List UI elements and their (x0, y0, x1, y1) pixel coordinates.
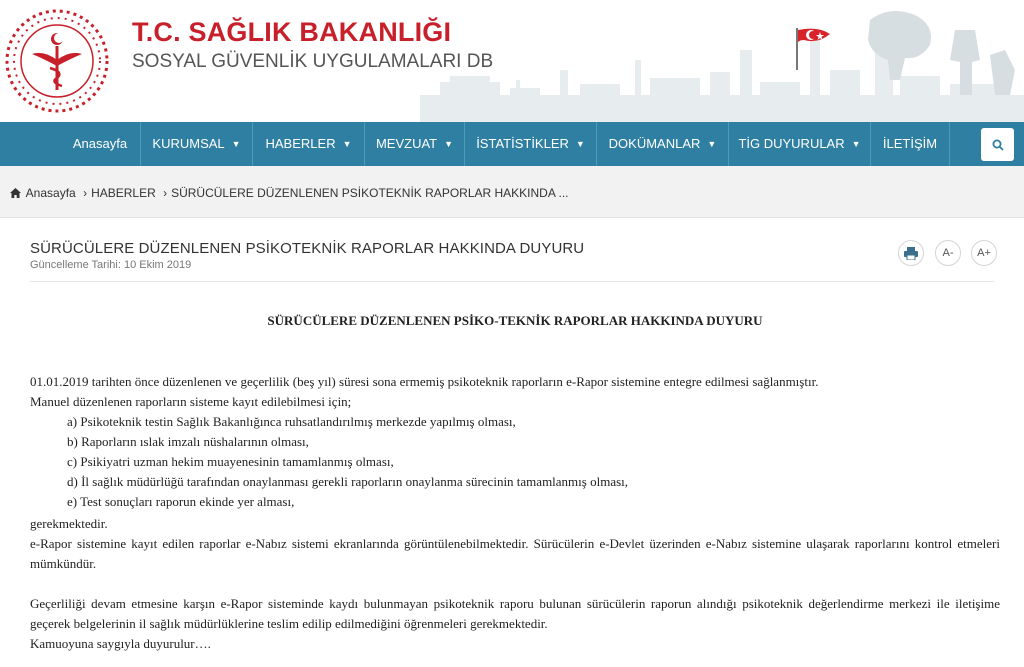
breadcrumb-current: SÜRÜCÜLERE DÜZENLENEN PSİKOTEKNİK RAPORLAR HAKKINDA ... (171, 186, 569, 200)
caret-down-icon: ▼ (707, 139, 717, 149)
print-icon (904, 247, 918, 260)
nav-item-label: HABERLER (265, 136, 336, 151)
paragraph: e-Rapor sistemine kayıt edilen raporlar e-Nabız sistemi ekranlarında görüntülenebilmektedir. Sürücülerin e-Devlet üzerinden e-Nabız sistemine ulaşarak raporlarını kontrol etmeleri mümkündür. (30, 536, 1000, 571)
site-header (0, 0, 1024, 122)
nav-item-haberler[interactable] (252, 122, 364, 166)
city-skyline-illustration (420, 0, 1024, 122)
list-item: e) Test sonuçları raporun ekinde yer alması, (67, 494, 295, 509)
paragraph: 01.01.2019 tarihten önce düzenlenen ve geçerlilik (beş yıl) süresi sona ermemiş psikoteknik raporların e-Rapor sistemine entegre edilmesi sağlanmıştır. (30, 374, 819, 389)
list-item: b) Raporların ıslak imzalı nüshalarının olması, (67, 434, 309, 449)
paragraph: Manuel düzenlenen raporların sisteme kayıt edilebilmesi için; (30, 394, 352, 409)
divider (30, 281, 994, 282)
nav-item-istatistikler[interactable] (464, 122, 596, 166)
nav-item-label: KURUMSAL (152, 136, 225, 151)
site-title: T.C. SAĞLIK BAKANLIĞI (132, 17, 452, 47)
nav-item-label: MEVZUAT (375, 136, 438, 151)
update-date: Güncelleme Tarihi: 10 Ekim 2019 (30, 259, 192, 271)
print-button[interactable] (898, 240, 924, 266)
page-title: SÜRÜCÜLERE DÜZENLENEN PSİKOTEKNİK RAPORLAR HAKKINDA DUYURU (30, 240, 585, 257)
search-icon (992, 139, 1004, 151)
nav-item-mevzuat[interactable] (364, 122, 464, 166)
list-item: a) Psikoteknik testin Sağlık Bakanlığınca ruhsatlandırılmış merkezde yapılmış olması, (67, 414, 516, 429)
caret-down-icon: ▼ (575, 139, 585, 149)
paragraph: gerekmektedir. (30, 516, 108, 531)
nav-item-tig-duyurular[interactable] (728, 122, 870, 166)
font-decrease-button[interactable]: A- (935, 240, 961, 266)
nav-item-kurumsal[interactable] (140, 122, 252, 166)
paragraph: Kamuoyuna saygıyla duyurulur…. (30, 636, 211, 651)
list-item: c) Psikiyatri uzman hekim muayenesinin tamamlanmış olması, (67, 454, 394, 469)
caret-down-icon: ▼ (342, 139, 352, 149)
main-nav (0, 122, 1024, 166)
home-icon (10, 188, 21, 198)
chevron-right-icon: › (83, 186, 88, 200)
breadcrumb-home[interactable]: Anasayfa (25, 186, 76, 200)
nav-item-home[interactable] (60, 122, 140, 166)
caret-down-icon: ▼ (444, 139, 454, 149)
caret-down-icon: ▼ (231, 139, 241, 149)
nav-item-label: Anasayfa (72, 136, 128, 151)
nav-item-label: İLETİŞİM (882, 136, 938, 151)
paragraph: Geçerliliği devam etmesine karşın e-Rapor sisteminde kaydı bulunmayan psikoteknik raporu bulunan sürücülerin raporun alındığı psikoteknik değerlendirme merkezi ile iletişime geçerek belgelerinin il sağlık müdürlüklerine teslim edilip edilmediğini öğrenmeleri gerekmektedir. (30, 596, 1000, 631)
breadcrumb-section[interactable]: HABERLER (91, 186, 156, 200)
nav-item-label: TİG DUYURULAR (738, 136, 845, 151)
breadcrumb (10, 186, 573, 200)
nav-item-dokumanlar[interactable] (596, 122, 728, 166)
search-button[interactable] (981, 128, 1014, 161)
list-item: d) İl sağlık müdürlüğü tarafından onaylanması gerekli raporların onaylanma sürecinin tamamlanmış olması, (67, 474, 629, 489)
article-heading: SÜRÜCÜLERE DÜZENLENEN PSİKO-TEKNİK RAPORLAR HAKKINDA DUYURU (267, 313, 763, 328)
caret-down-icon: ▼ (851, 139, 861, 149)
nav-item-iletisim[interactable] (870, 122, 950, 166)
breadcrumb-bar (0, 166, 1024, 218)
chevron-right-icon: › (163, 186, 168, 200)
font-increase-button[interactable]: A+ (971, 240, 997, 266)
ministry-logo[interactable] (2, 6, 112, 116)
site-subtitle: SOSYAL GÜVENLİK UYGULAMALARI DB (132, 51, 494, 72)
nav-item-label: İSTATİSTİKLER (476, 136, 569, 151)
nav-item-label: DOKÜMANLAR (608, 136, 701, 151)
